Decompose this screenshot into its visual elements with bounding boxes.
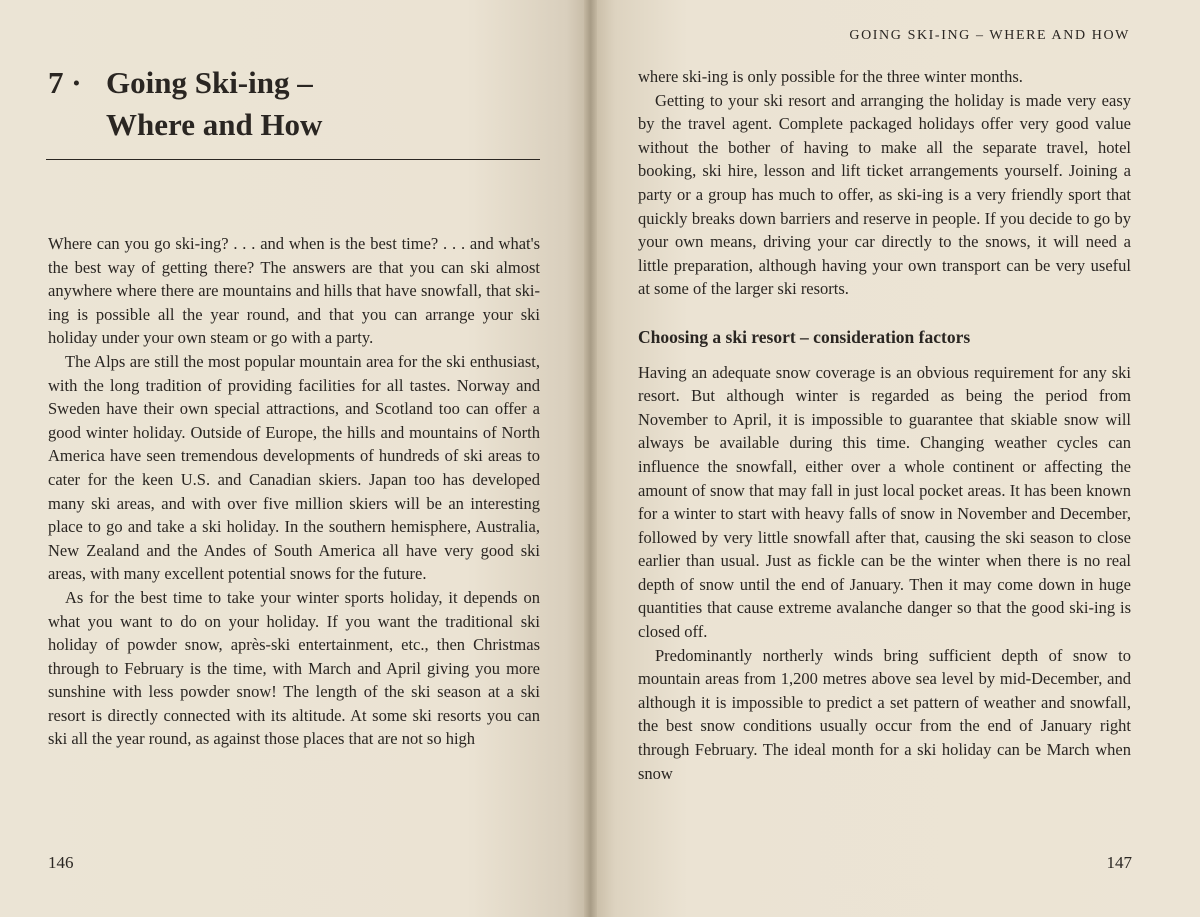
running-head: GOING SKI-ING – WHERE AND HOW [849, 28, 1130, 43]
left-body-text [48, 232, 540, 751]
chapter-number: 7 · [48, 65, 82, 100]
chapter-title [48, 62, 548, 146]
page-number-left: 146 [48, 853, 74, 872]
paragraph: As for the best time to take your winter sports holiday, it depends on what you want to do on your holiday. If you want the traditional ski holiday of powder snow, après-ski entertainment, etc., then Christmas through to February is the time, with March and April giving you more sunshine with less powder snow! The length of the ski season at a ski resort is directly connected with its altitude. At some ski resorts you can ski all the year round, as against those places that are not so high [48, 587, 540, 749]
chapter-title-line2: Where and How [106, 107, 323, 142]
book-gutter [584, 0, 597, 917]
paragraph: The Alps are still the most popular mountain area for the ski enthusiast, with the long tradition of providing facilities for all tastes. Norway and Sweden have their own special attractions, and Scotland too can offer a good winter holiday. Outside of Europe, the hills and mountains of North America have seen tremendous developments of hundreds of ski areas to cater for the keen U.S. and Canadian skiers. Japan too has developed many ski areas, and with over five million skiers will be an interesting place to go and take a ski holiday. In the southern hemisphere, Australia, New Zealand and the Andes of South America all have very good ski areas, with many excellent potential snows for the future. [48, 351, 540, 584]
page-number-right: 147 [1106, 853, 1132, 872]
title-rule [46, 159, 540, 160]
section-heading: Choosing a ski resort – consideration factors [638, 326, 971, 347]
paragraph: Predominantly northerly winds bring sufficient depth of snow to mountain areas from 1,200 metres above sea level by mid-December, and although it is impossible to predict a set pattern of weather and snowfall, the best snow conditions usually occur from the end of January right through February. The ideal month for a ski holiday can be March when snow [638, 645, 1131, 783]
paragraph: Getting to your ski resort and arranging the holiday is made very easy by the travel agent. Complete packaged holidays offer very good value without the bother of having to make all the separate travel, hotel booking, ski hire, lesson and lift ticket arrangements yourself. Joining a party or a group has much to offer, as ski-ing is a very friendly sport that quickly breaks down barriers and reserve in people. If you decide to go by your own means, driving your car directly to the snows, it will need a little preparation, although having your own transport can be very useful at some of the larger ski resorts. [638, 90, 1131, 299]
right-body-text [638, 65, 1131, 785]
paragraph: Having an adequate snow coverage is an obvious requirement for any ski resort. But although winter is regarded as being the period from November to April, it is impossible to guarantee that skiable snow will always be available during this time. Changing weather cycles can influence the snowfall, either over a whole continent or affecting the amount of snow that may fall in just local pocket areas. It has been known for a winter to start with heavy falls of snow in November and December, followed by very little snowfall after that, causing the ski season to close earlier than usual. Just as fickle can be the winter when there is no real depth of snow until the end of January. Then it may come down in huge quantities that cause extreme avalanche danger so that the good ski-ing is closed off. [638, 362, 1131, 642]
left-page [0, 0, 584, 917]
paragraph: Where can you go ski-ing? . . . and when is the best time? . . . and what's the best way of getting there? The answers are that you can ski almost anywhere where there are mountains and hills that have snowfall, that ski-ing is possible all the year round, and that you can arrange your ski holiday under your own steam or go with a party. [48, 234, 540, 348]
right-page [597, 0, 1200, 917]
chapter-title-line1: Going Ski-ing – [106, 65, 313, 100]
paragraph: where ski-ing is only possible for the three winter months. [638, 67, 1023, 86]
